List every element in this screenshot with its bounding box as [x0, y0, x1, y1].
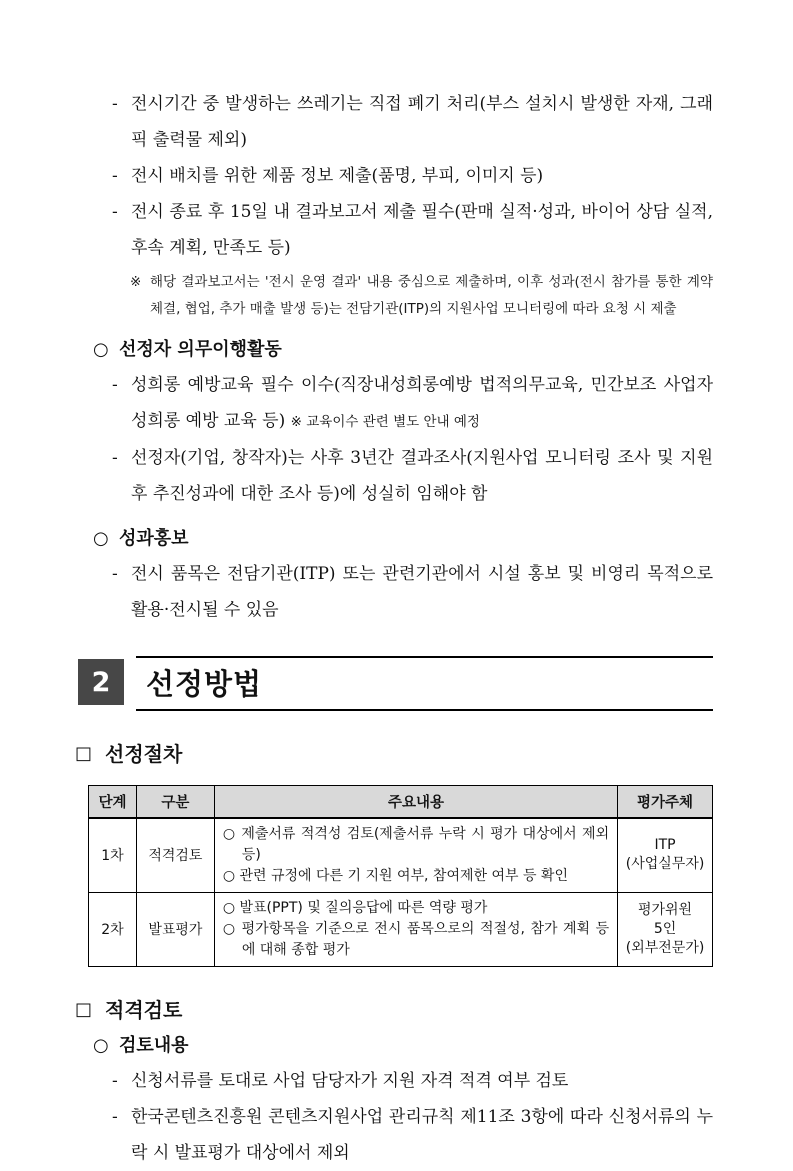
- col-header-evaluator: 평가주체: [618, 786, 713, 818]
- list-item: [112, 367, 713, 440]
- content-line: ○ 발표(PPT) 및 질의응답에 따른 역량 평가: [222, 899, 488, 916]
- list-item: [112, 194, 713, 266]
- dash-marker: -: [112, 1070, 118, 1091]
- square-marker: □: [75, 998, 93, 1020]
- list-item: [112, 440, 713, 512]
- table-row: [89, 818, 713, 893]
- cell-stage: 2차: [89, 892, 137, 966]
- cell-evaluator: [618, 892, 713, 966]
- review-heading-text: 적격검토: [105, 997, 183, 1022]
- section-heading: [93, 522, 713, 556]
- chapter-header: [78, 656, 713, 711]
- cell-content: [214, 818, 617, 893]
- list-item-text: 전시 품목은 전담기관(ITP) 또는 관련기관에서 시설 홍보 및 비영리 목적으로 활용·전시될 수 있음: [131, 564, 713, 620]
- footnote: [130, 269, 713, 323]
- section-heading-text: 성과홍보: [119, 528, 189, 549]
- dash-marker: -: [112, 166, 118, 186]
- item-main-text: 성희롱 예방교육 필수 이수(직장내성희롱예방 법적의무교육, 민간보조 사업자 성희롱 예방 교육 등): [131, 375, 713, 431]
- dash-marker: -: [112, 94, 118, 114]
- list-item: [112, 1099, 713, 1171]
- evaluator-line: (사업실무자): [625, 856, 705, 872]
- list-item-text: 전시 종료 후 15일 내 결과보고서 제출 필수(판매 실적·성과, 바이어 상담 실적, 후속 계획, 만족도 등): [131, 202, 713, 258]
- cell-evaluator: [618, 818, 713, 893]
- chapter-title-rule: [136, 656, 713, 711]
- section-heading-text: 선정자 의무이행활동: [119, 339, 282, 360]
- cell-category: 발표평가: [136, 892, 214, 966]
- content-line: ○ 관련 규정에 다른 기 지원 여부, 참여제한 여부 등 확인: [222, 867, 568, 884]
- list-item: [112, 86, 713, 158]
- list-item-text: 한국콘텐츠진흥원 콘텐츠지원사업 관리규칙 제11조 3항에 따라 신청서류의 누락 시 발표평가 대상에서 제외: [131, 1106, 713, 1163]
- list-item-text: 선정자(기업, 창작자)는 사후 3년간 결과조사(지원사업 모니터링 조사 및 지원 후 추진성과에 대한 조사 등)에 성실히 임해야 함: [131, 448, 713, 504]
- dash-marker: -: [112, 375, 118, 395]
- col-header-stage: 단계: [89, 786, 137, 818]
- square-marker: □: [75, 743, 93, 764]
- list-item-text: [131, 367, 713, 440]
- cell-stage: 1차: [89, 818, 137, 893]
- content-line: ○ 제출서류 적격성 검토(제출서류 누락 시 평가 대상에서 제외 등): [222, 825, 610, 863]
- cell-content: [214, 892, 617, 966]
- inline-note: ※ 교육이수 관련 별도 안내 예정: [290, 414, 480, 430]
- list-item-text: 전시기간 중 발생하는 쓰레기는 직접 폐기 처리(부스 설치시 발생한 자재, 그래픽 출력물 제외): [131, 94, 713, 150]
- list-item-text: 전시 배치를 위한 제품 정보 제출(품명, 부피, 이미지 등): [131, 166, 544, 186]
- procedure-heading: [75, 737, 713, 771]
- dash-marker: -: [112, 448, 118, 468]
- promotion-section: [75, 522, 713, 628]
- circle-marker: ○: [93, 528, 109, 549]
- footnote-text: 해당 결과보고서는 '전시 운영 결과' 내용 중심으로 제출하며, 이후 성과(전시 참가를 통한 계약 체결, 협업, 추가 매출 발생 등)는 전담기관(ITP)의 지원사업 모니터링에 따라 요청 시 제출: [150, 274, 713, 317]
- chapter-number-badge: 2: [78, 659, 124, 705]
- review-subheading: [93, 1029, 713, 1063]
- table-header-row: [89, 786, 713, 818]
- list-item: [112, 1063, 713, 1099]
- evaluator-line: 평가위원: [637, 901, 693, 918]
- selection-procedure-table: [88, 785, 713, 967]
- evaluator-line: 5인: [653, 920, 677, 937]
- content-line: ○ 평가항목을 기준으로 전시 품목으로의 적절성, 참가 계획 등에 대해 종합 평가: [222, 920, 610, 958]
- col-header-category: 구분: [136, 786, 214, 818]
- review-heading: [75, 993, 713, 1027]
- table-row: [89, 892, 713, 966]
- list-item-text: 신청서류를 토대로 사업 담당자가 지원 자격 적격 여부 검토: [131, 1070, 569, 1091]
- evaluator-line: ITP: [654, 837, 676, 853]
- circle-marker: ○: [93, 339, 109, 360]
- procedure-heading-text: 선정절차: [105, 742, 183, 766]
- dash-marker: -: [112, 1106, 118, 1127]
- cell-category: 적격검토: [136, 818, 214, 893]
- section-heading: [93, 333, 713, 367]
- obligation-section: [75, 333, 713, 512]
- evaluator-line: (외부전문가): [625, 939, 705, 956]
- chapter-title: 선정방법: [146, 667, 263, 701]
- top-bullet-list: [75, 86, 713, 323]
- circle-marker: ○: [93, 1034, 109, 1056]
- col-header-content: 주요내용: [214, 786, 617, 818]
- review-subheading-text: 검토내용: [119, 1034, 189, 1056]
- dash-marker: -: [112, 202, 118, 222]
- list-item: [112, 158, 713, 194]
- reference-marker: ※: [130, 274, 142, 290]
- list-item: [112, 556, 713, 628]
- review-section: [75, 993, 713, 1171]
- dash-marker: -: [112, 564, 118, 584]
